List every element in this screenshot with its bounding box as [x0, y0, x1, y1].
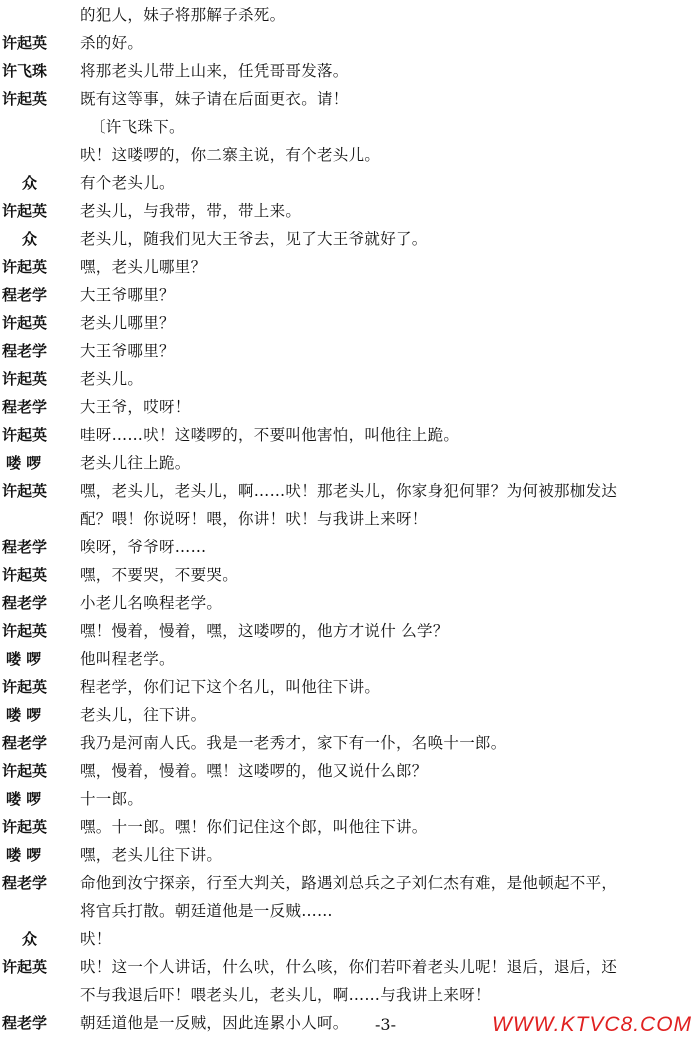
line-text: 嘿。十一郎。嘿！你们记住这个郎，叫他往下讲。: [80, 818, 428, 836]
line-text: 吠！: [80, 930, 112, 948]
line-text: 不与我退后吓！喂老头儿，老头儿，啊……与我讲上来呀！: [80, 986, 491, 1004]
dialogue-line: [0, 618, 700, 644]
speaker-name: 程老学: [2, 1014, 48, 1032]
speaker-name: 程老学: [2, 538, 48, 556]
dialogue-line: [0, 30, 700, 56]
speaker-name: 许飞珠: [2, 62, 48, 80]
speaker-name: 许起英: [2, 678, 48, 696]
speaker-name: 程老学: [2, 734, 48, 752]
line-text: 杀的好。: [80, 34, 144, 52]
dialogue-line: [0, 170, 700, 196]
dialogue-line: [0, 310, 700, 336]
line-text: 朝廷道他是一反贼，因此连累小人呵。: [80, 1014, 349, 1032]
line-text: 唉呀，爷爷呀……: [80, 538, 207, 556]
dialogue-line: [0, 814, 700, 840]
speaker-name: 程老学: [2, 398, 48, 416]
speaker-name: 许起英: [2, 566, 48, 584]
speaker-name: 喽 啰: [6, 454, 42, 472]
dialogue-line: [0, 954, 700, 980]
dialogue-line: [0, 646, 700, 672]
line-text: 将官兵打散。朝廷道他是一反贼……: [80, 902, 333, 920]
line-text: 老头儿，与我带，带，带上来。: [80, 202, 302, 220]
speaker-name: 许起英: [2, 258, 48, 276]
line-text: 嘿，不要哭，不要哭。: [80, 566, 239, 584]
line-text: 小老儿名唤程老学。: [80, 594, 223, 612]
dialogue-line: [0, 282, 700, 308]
dialogue-line: [0, 338, 700, 364]
line-text: 吠！这喽啰的，你二寨主说，有个老头儿。: [80, 146, 381, 164]
speaker-name: 许起英: [2, 622, 48, 640]
line-text: 大王爷，哎呀！: [80, 398, 191, 416]
dialogue-line: [0, 478, 700, 504]
speaker-name: 喽 啰: [6, 650, 42, 668]
line-text: 老头儿。: [80, 370, 144, 388]
line-text: 嘿，老头儿，老头儿，啊……吠！那老头儿，你家身犯何罪？为何被那枷发达: [80, 482, 618, 500]
line-text: 老头儿，随我们见大王爷去，见了大王爷就好了。: [80, 230, 428, 248]
speaker-name: 许起英: [2, 314, 48, 332]
speaker-name: 许起英: [2, 202, 48, 220]
dialogue-line: [0, 562, 700, 588]
speaker-name: 众: [22, 930, 38, 948]
line-text: 有个老头儿。: [80, 174, 175, 192]
line-text: 哇呀……吠！这喽啰的，不要叫他害怕，叫他往上跪。: [80, 426, 460, 444]
speaker-name: 许起英: [2, 818, 48, 836]
stage-direction: [0, 114, 700, 140]
speaker-name: 程老学: [2, 874, 48, 892]
dialogue-line: [0, 366, 700, 392]
dialogue-line: [0, 702, 700, 728]
line-text: 的犯人，妹子将那解子杀死。: [80, 6, 286, 24]
dialogue-continuation: [0, 982, 700, 1008]
dialogue-line: [0, 58, 700, 84]
dialogue-continuation: [0, 506, 700, 532]
speaker-name: 众: [22, 230, 38, 248]
speaker-name: 程老学: [2, 342, 48, 360]
dialogue-line: [0, 254, 700, 280]
line-text: 吠！这一个人讲话，什么吠，什么咳，你们若吓着老头儿呢！退后，退后，还: [80, 958, 618, 976]
dialogue-line: [0, 450, 700, 476]
speaker-name: 许起英: [2, 90, 48, 108]
dialogue-line: [0, 198, 700, 224]
line-text: 命他到汝宁探亲，行至大判关，路遇刘总兵之子刘仁杰有难，是他顿起不平，: [80, 874, 618, 892]
dialogue-line: [0, 926, 700, 952]
dialogue-line: [0, 422, 700, 448]
line-text: 老头儿哪里？: [80, 314, 175, 332]
page-number: -3-: [375, 1015, 396, 1034]
dialogue-line: [0, 786, 700, 812]
line-text: 老头儿往上跪。: [80, 454, 191, 472]
dialogue-line: [0, 86, 700, 112]
speaker-name: 众: [22, 174, 38, 192]
line-text: 嘿！慢着，慢着，嘿，这喽啰的，他方才说什 么学？: [80, 622, 449, 640]
speaker-name: 喽 啰: [6, 790, 42, 808]
dialogue-line: [0, 534, 700, 560]
speaker-name: 许起英: [2, 958, 48, 976]
speaker-name: 许起英: [2, 34, 48, 52]
dialogue-line: [0, 730, 700, 756]
line-text: 既有这等事，妹子请在后面更衣。请！: [80, 90, 349, 108]
dialogue-line: [0, 394, 700, 420]
line-text: 十一郎。: [80, 790, 144, 808]
dialogue-continuation: [0, 898, 700, 924]
speaker-name: 许起英: [2, 426, 48, 444]
dialogue-line: [0, 2, 700, 28]
dialogue-line: [0, 142, 700, 168]
speaker-name: 喽 啰: [6, 706, 42, 724]
speaker-name: 喽 啰: [6, 846, 42, 864]
dialogue-line: [0, 674, 700, 700]
speaker-name: 程老学: [2, 594, 48, 612]
line-text: 我乃是河南人氏。我是一老秀才，家下有一仆，名唤十一郎。: [80, 734, 507, 752]
dialogue-line: [0, 842, 700, 868]
dialogue-line: [0, 590, 700, 616]
dialogue-line: [0, 758, 700, 784]
dialogue-line: [0, 226, 700, 252]
line-text: 配？喂！你说呀！喂，你讲！吠！与我讲上来呀！: [80, 510, 428, 528]
speaker-name: 许起英: [2, 370, 48, 388]
speaker-name: 许起英: [2, 482, 48, 500]
line-text: 嘿，慢着，慢着。嘿！这喽啰的，他又说什么郎？: [80, 762, 428, 780]
line-text: 将那老头儿带上山来，任凭哥哥发落。: [80, 62, 349, 80]
speaker-name: 许起英: [2, 762, 48, 780]
line-text: 嘿，老头儿往下讲。: [80, 846, 223, 864]
line-text: 大王爷哪里？: [80, 286, 175, 304]
line-text: 〔许飞珠下。: [90, 118, 185, 136]
line-text: 他叫程老学。: [80, 650, 175, 668]
line-text: 老头儿，往下讲。: [80, 706, 207, 724]
dialogue-line: [0, 870, 700, 896]
line-text: 嘿，老头儿哪里？: [80, 258, 207, 276]
line-text: 大王爷哪里？: [80, 342, 175, 360]
speaker-name: 程老学: [2, 286, 48, 304]
site-watermark: WWW.KTVC8.COM: [492, 1013, 693, 1036]
line-text: 程老学，你们记下这个名儿，叫他往下讲。: [80, 678, 381, 696]
